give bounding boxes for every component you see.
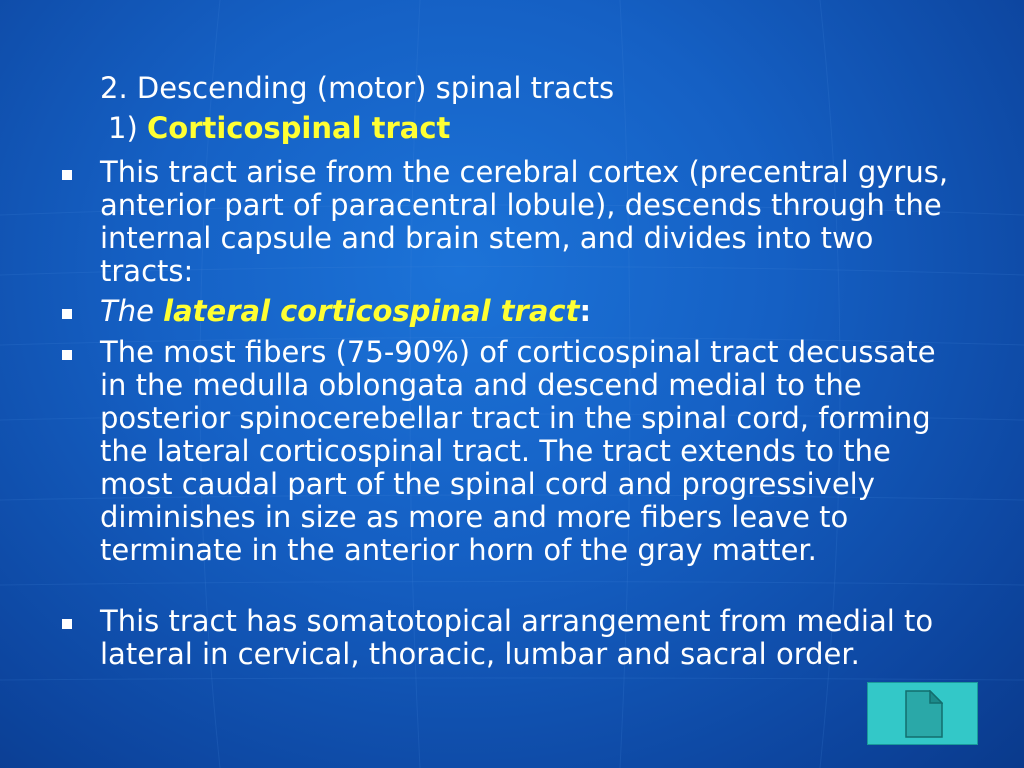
bullet-marker [62, 170, 72, 180]
bullet-marker [62, 309, 72, 319]
bullet-2-emphasis: lateral corticospinal tract [163, 294, 580, 328]
bullet-text-3: The most fibers (75-90%) of corticospinal tract decussate in the medulla oblongata and descend medial to the posterior spinocerebellar tract in the spinal cord, forming the lateral corticospinal tract. The tract extends to the most caudal part of the spinal cord and progressively diminishes in size as more and more fibers leave to terminate in the anterior horn of the gray matter. [100, 335, 936, 567]
subheading-title: Corticospinal tract [146, 111, 451, 145]
subheading-number: 1) [108, 111, 138, 145]
bullet-text-4: This tract has somatotopical arrangement from medial to lateral in cervical, thoracic, lumbar and sacral order. [100, 604, 934, 671]
document-icon [905, 690, 943, 738]
bullet-text-2 [100, 295, 970, 328]
bullet-text-1: This tract arise from the cerebral cortex (precentral gyrus, anterior part of paracentral lobule), descends through the internal capsule and brain stem, and divides into two tracts: [100, 155, 949, 288]
bullet-marker [62, 619, 72, 629]
bullet-marker [62, 350, 72, 360]
slide-heading: 2. Descending (motor) spinal tracts [100, 71, 615, 105]
bullet-2-prefix: The [100, 294, 154, 328]
bullet-2-suffix: : [579, 294, 592, 328]
slide-subheading [108, 112, 450, 145]
document-action-button[interactable] [867, 682, 978, 745]
